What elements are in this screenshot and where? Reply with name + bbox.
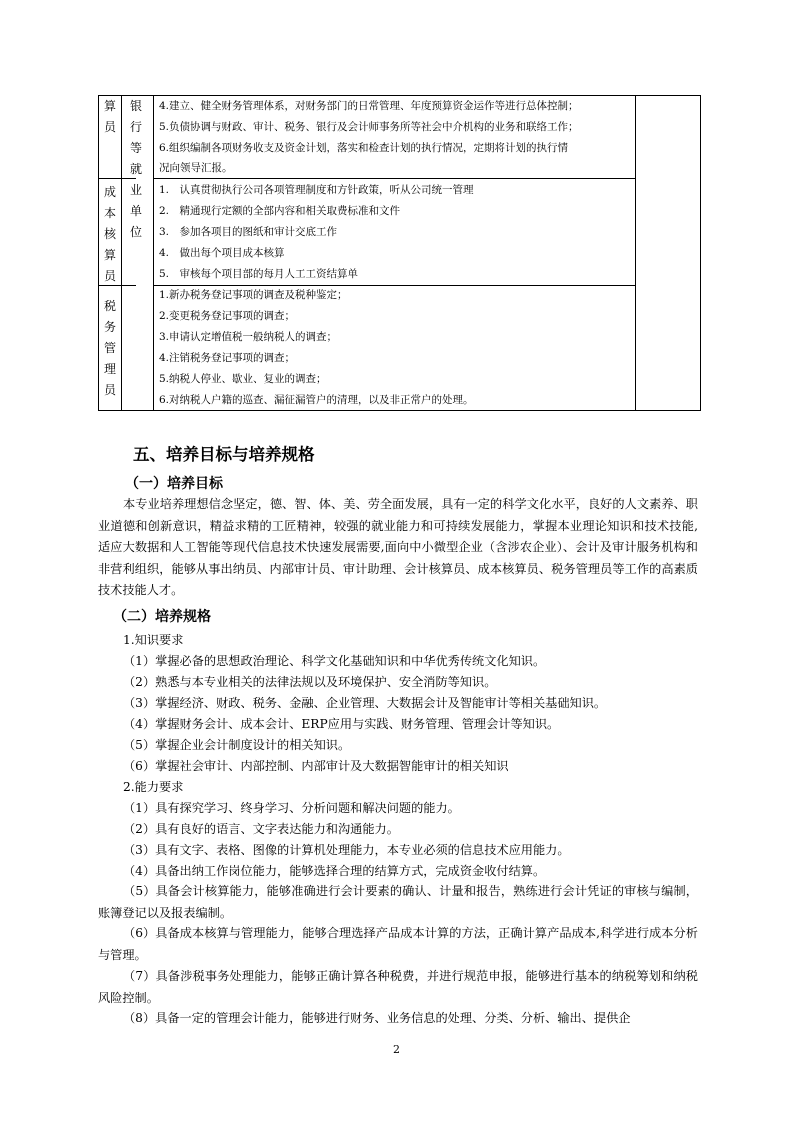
duty-line: 6.对纳税人户籍的巡查、漏征漏管户的清理，以及非正常户的处理。: [159, 394, 474, 406]
page-number: 2: [393, 1043, 400, 1056]
knowledge-item: （4）掌握财务会计、成本会计、ERP应用与实践、财务管理、管理会计等知识。: [123, 717, 560, 731]
section-heading: 五、培养目标与培养规格: [133, 445, 315, 464]
knowledge-item: （5）掌握企业会计制度设计的相关知识。: [123, 738, 351, 752]
ability-item: （5）具备会计核算能力，能够准确进行会计要素的确认、计量和报告，熟练进行会计凭证的审核与编制，账簿登记以及报表编制。: [98, 884, 698, 920]
duty-line: 4.注销税务登记事项的调查；: [159, 352, 296, 364]
knowledge-title: 1.知识要求: [123, 633, 184, 647]
duty-line: 5. 审核每个项目部的每月人工工资结算单: [159, 268, 359, 280]
duty-line: 5.负债协调与财政、审计、税务、银行及会计师事务所等社会中介机构的业务和联络工作；: [159, 121, 579, 133]
ability-item: （1）具有探究学习、终身学习、分析问题和解决问题的能力。: [123, 801, 460, 815]
duty-line: 4. 做出每个项目成本核算: [159, 247, 285, 259]
duty-line: 5.纳税人停业、歇业、复业的调查；: [159, 373, 327, 385]
duty-line: 1.新办税务登记事项的调查及税种鉴定；: [159, 289, 348, 301]
ability-title: 2.能力要求: [123, 780, 184, 794]
knowledge-item: （6）掌握社会审计、内部控制、内部审计及大数据智能审计的相关知识: [123, 759, 509, 773]
goal-paragraph: 本专业培养理想信念坚定，德、智、体、美、劳全面发展，具有一定的科学文化水平，良好的人文素养、职业道德和创新意识，精益求精的工匠精神，较强的就业能力和可持续发展能力，掌握本业理论知识和技术技能,适应大数据和人工智能等现代信息技术快速发展需要,面向中小微型企业（含涉农企业）、会计及审计服务机构和非营利组织，能够从事出纳员、内部审计员、审计助理、会计核算员、成本核算员、税务管理员等工作的高素质技术技能人才。: [98, 497, 698, 597]
duty-line: 2.变更税务登记事项的调查；: [159, 310, 296, 322]
subheading-spec: （二）培养规格: [113, 609, 211, 625]
subheading-goal: （一）培养目标: [125, 476, 223, 492]
role-cell-tax-manager: 税 务 管 理 员: [103, 299, 116, 397]
role-cell-cost-accountant: 成 本 核 算 员: [103, 185, 116, 283]
ability-item: （7）具备涉税事务处理能力，能够正确计算各种税费，并进行规范申报，能够进行基本的纳税筹划和纳税风险控制。: [98, 969, 698, 1005]
ability-item: （6）具备成本核算与管理能力，能够合理选择产品成本计算的方法，正确计算产品成本,科学进行成本分析与管理。: [98, 926, 698, 962]
employer-cell: 银 行 等 就 业 单 位: [129, 99, 142, 239]
ability-item: （2）具有良好的语言、文字表达能力和沟通能力。: [123, 822, 399, 836]
role-cell-accountant: 算 员: [103, 99, 116, 134]
knowledge-item: （3）掌握经济、财政、税务、金融、企业管理、大数据会计及智能审计等相关基础知识。: [123, 696, 607, 710]
knowledge-item: （1）掌握必备的思想政治理论、科学文化基础知识和中华优秀传统文化知识。: [123, 654, 546, 668]
duty-line: 况向领导汇报。: [159, 162, 233, 174]
duty-line: 3. 参加各项目的图纸和审计交底工作: [159, 226, 338, 238]
ability-item: （3）具有文字、表格、图像的计算机处理能力，本专业必须的信息技术应用能力。: [123, 843, 570, 857]
ability-item: （4）具备出纳工作岗位能力，能够选择合理的结算方式，完成资金收付结算。: [123, 864, 546, 878]
duty-line: 4.建立、健全财务管理体系，对财务部门的日常管理、年度预算资金运作等进行总体控制；: [159, 100, 579, 112]
knowledge-item: （2）熟悉与本专业相关的法律法规以及环境保护、安全消防等知识。: [123, 675, 497, 689]
duty-line: 1. 认真贯彻执行公司各项管理制度和方针政策，听从公司统一管理: [159, 184, 474, 196]
duty-line: 6.组织编制各项财务收支及资金计划，落实和检查计划的执行情况，定期将计划的执行情: [159, 142, 569, 154]
duty-line: 3.申请认定增值税一般纳税人的调查；: [159, 331, 338, 343]
ability-item: （8）具备一定的管理会计能力，能够进行财务、业务信息的处理、分类、分析、输出、提供企: [123, 1011, 631, 1025]
duty-line: 2. 精通现行定额的全部内容和相关取费标准和文件: [159, 205, 401, 217]
